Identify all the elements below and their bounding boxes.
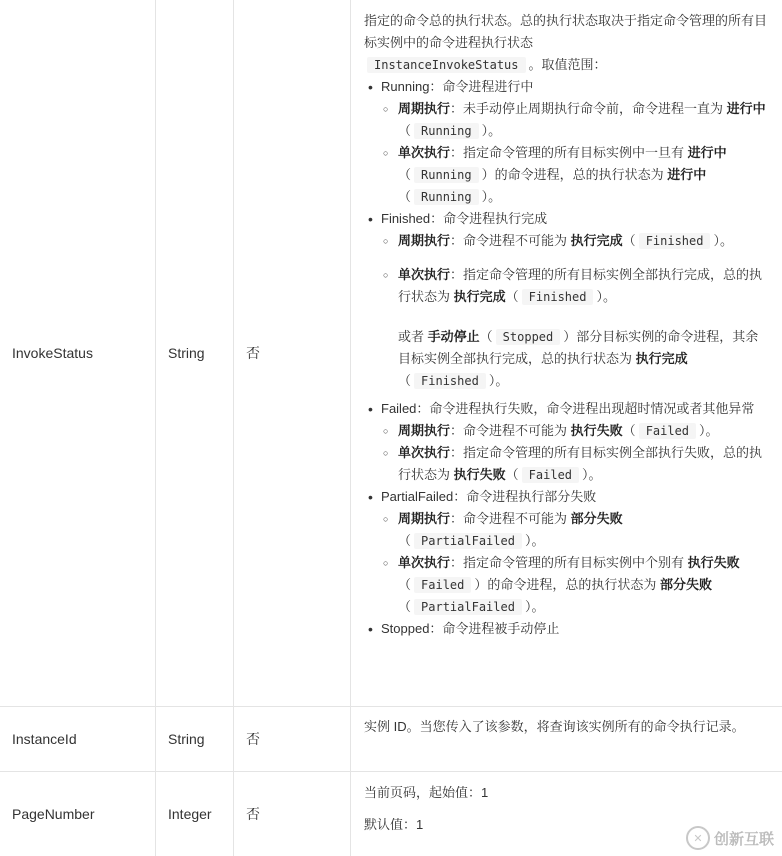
list-item: ○ 周期执行：命令进程不可能为 执行失败（ Failed ）。	[381, 420, 767, 442]
param-required: 否	[234, 772, 351, 856]
param-required: 否	[234, 0, 351, 706]
list-item: ○ 单次执行：指定命令管理的所有目标实例全部执行完成，总的执行状态为 执行完成（ Finished ）。 或者 手动停止（ Stopped ）部分目标实例的命令进程，其余目标实例全部执行完成，总的执行状态为 执行完成 （ Finished ）。	[381, 264, 767, 392]
code-span: InstanceInvokeStatus	[367, 57, 526, 73]
list-item: ○ 单次执行：指定命令管理的所有目标实例全部执行失败，总的执行状态为 执行失败（ Failed ）。	[381, 442, 767, 486]
list-item: • Finished：命令进程执行完成 ○ 周期执行：命令进程不可能为 执行完成（ Finished ）。 ○ 单次执行：指定命令管理的所有目标实例全部执行完成，总的执行状态为 执行完成（ Finished ）。 或者 手动停止（ Stopped ）部分目标实例的命令进程，其余目标实例全部执行完成，总的执行状态为 执行完成 （ Finished ）。	[364, 208, 767, 392]
table-row	[0, 707, 782, 772]
list-item: ○ 周期执行：未手动停止周期执行命令前，命令进程一直为 进行中（ Running ）。	[381, 98, 767, 142]
param-name: InvokeStatus	[0, 0, 156, 706]
param-name: InstanceId	[0, 707, 156, 771]
list-item: ○ 单次执行：指定命令管理的所有目标实例中一旦有 进行中 （ Running ）的命令进程，总的执行状态为 进行中 （ Running ）。	[381, 142, 767, 208]
table-row	[0, 772, 782, 856]
watermark-logo	[686, 826, 774, 850]
logo-text: 创新互联	[713, 830, 774, 848]
intro-text: 指定的命令总的执行状态。总的执行状态取决于指定命令管理的所有目标实例中的命令进程执行状态 InstanceInvokeStatus 。取值范围：	[364, 13, 768, 72]
param-required: 否	[234, 707, 351, 771]
list-item: ○ 单次执行：指定命令管理的所有目标实例中个别有 执行失败 （ Failed ）的命令进程，总的执行状态为 部分失败 （ PartialFailed ）。	[381, 552, 767, 618]
list-item: • PartialFailed：命令进程执行部分失败 ○ 周期执行：命令进程不可能为 部分失败 （ PartialFailed ）。 ○ 单次执行：指定命令管理的所有目标实例中个别有 执行失败 （ Failed ）的命令进程，总的执行状态为 部分失败 （ PartialFailed ）。	[364, 486, 767, 618]
param-type: String	[156, 707, 234, 771]
status-list	[364, 76, 767, 640]
param-description: 当前页码，起始值：1 默认值：1	[364, 785, 489, 832]
list-item: • Running：命令进程进行中 ○ 周期执行：未手动停止周期执行命令前，命令进程一直为 进行中（ Running ）。 ○ 单次执行：指定命令管理的所有目标实例中一旦有 进行中 （ Running ）的命令进程，总的执行状态为 进行中 （ Running ）。	[364, 76, 767, 208]
list-item: ○ 周期执行：命令进程不可能为 部分失败 （ PartialFailed ）。	[381, 508, 767, 552]
logo-icon: ✕	[686, 826, 710, 850]
list-item: • Failed：命令进程执行失败，命令进程出现超时情况或者其他异常 ○ 周期执行：命令进程不可能为 执行失败（ Failed ）。 ○ 单次执行：指定命令管理的所有目标实例全部执行失败，总的执行状态为 执行失败（ Failed ）。	[364, 398, 767, 486]
list-item: • Stopped：命令进程被手动停止	[364, 618, 767, 640]
param-type: Integer	[156, 772, 234, 856]
param-name: PageNumber	[0, 772, 156, 856]
param-type: String	[156, 0, 234, 706]
param-description: 实例 ID。当您传入了该参数，将查询该实例所有的命令执行记录。	[364, 719, 745, 734]
list-item: ○ 周期执行：命令进程不可能为 执行完成（ Finished ）。	[381, 230, 767, 252]
param-description	[351, 0, 781, 706]
